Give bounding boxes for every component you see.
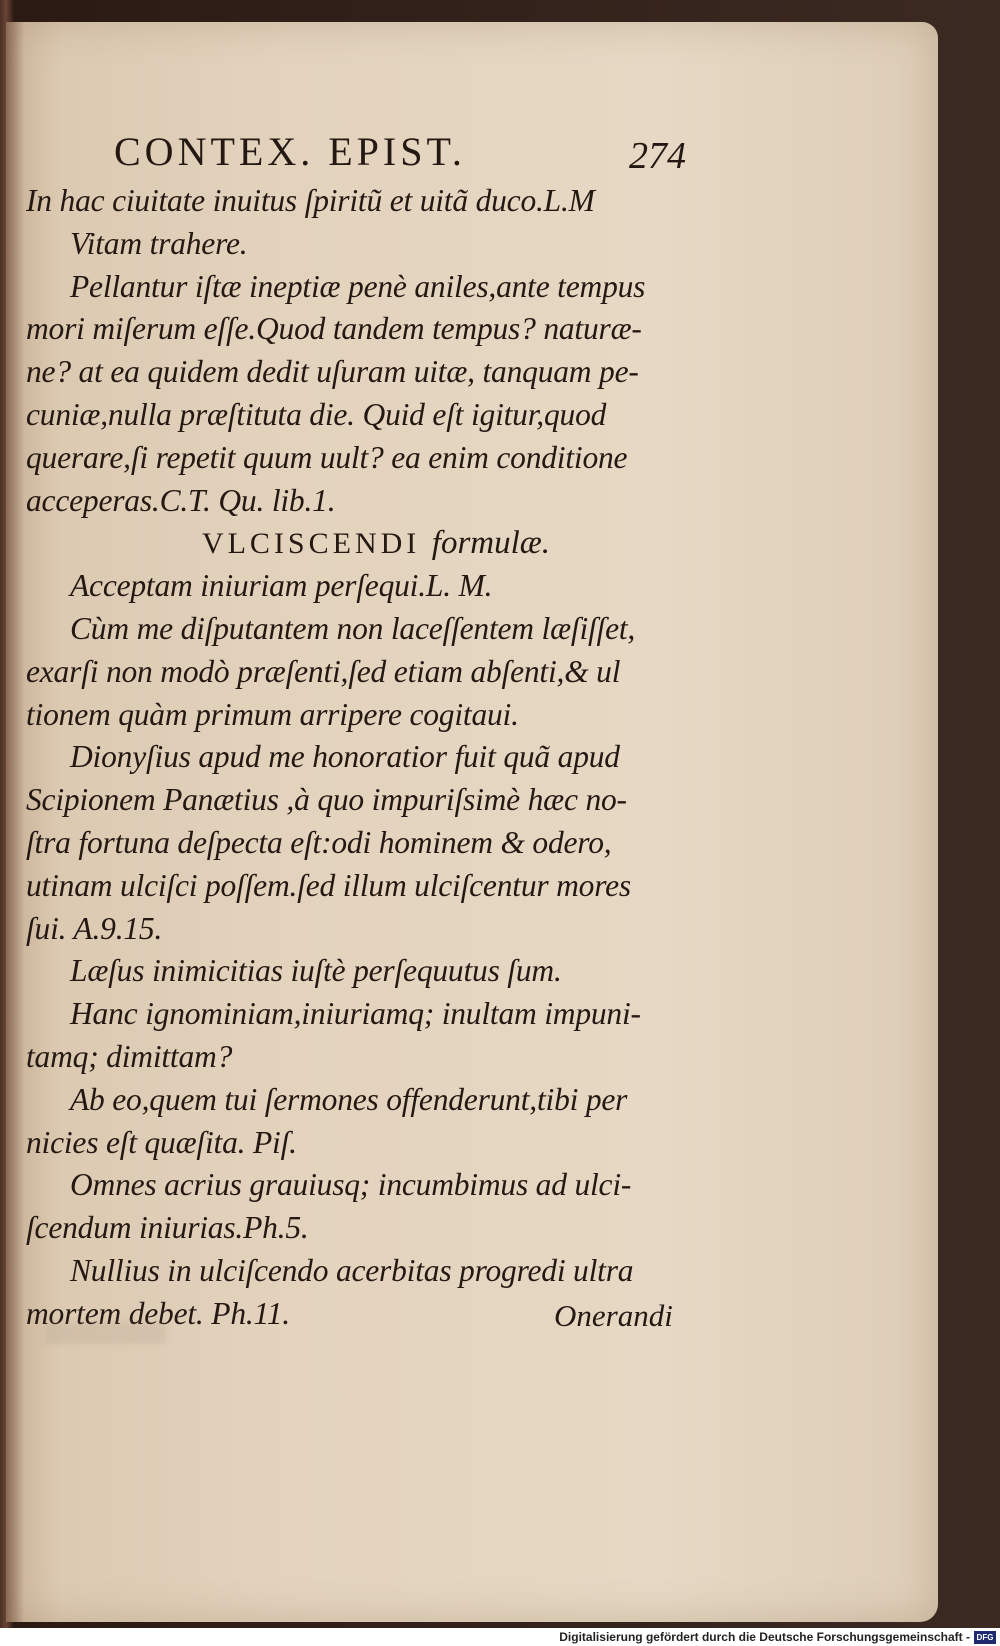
text-line: Dionyſius apud me honoratior fuit quã apud [70,739,620,775]
text-line: cuniæ,nulla præſtituta die. Quid eſt igitur,quod [26,396,607,432]
text-line: tamq; dimittam? [26,1038,233,1074]
body-text [26,180,726,1336]
page-gutter-shadow [6,22,24,1622]
text-line: ſcendum iniurias.Ph.5. [26,1210,309,1246]
text-line: mortem debet. Ph.11. [26,1295,290,1331]
text-line: ne? at ea quidem dedit uſuram uitæ, tanquam pe- [26,354,639,390]
text-line: querare,ſi repetit quum uult? ea enim conditione [26,439,628,475]
running-head: CONTEX. EPIST. [114,129,466,174]
text-line: Omnes acrius grauiusq; incumbimus ad ulci- [70,1167,632,1203]
page-number: 274 [629,135,686,177]
text-line: Ab eo,quem tui ſermones offenderunt,tibi per [70,1081,628,1117]
funding-credit: Digitalisierung gefördert durch die Deutsche Forschungsgemeinschaft - [559,1630,970,1644]
catchword: Onerandi [554,1298,673,1333]
text-line: Pellantur iſtæ ineptiæ penè aniles,ante tempus [70,268,646,304]
text-line: Nullius in ulciſcendo acerbitas progredi ultra [70,1252,634,1288]
page-header [106,104,686,177]
text-line: utinam ulciſci poſſem.ſed illum ulciſcentur mores [26,867,631,903]
text-line: ſui. A.9.15. [26,910,163,946]
text-line: acceperas.C.T. Qu. lib.1. [26,482,336,518]
text-line: Hanc ignominiam,iniuriamq; inultam impuni- [70,996,641,1032]
text-line: Acceptam iniuriam perſequi.L. M. [70,568,493,604]
text-line: mori miſerum eſſe.Quod tandem tempus? naturæ- [26,311,642,347]
text-line: Cùm me diſputantem non laceſſentem læſiſſet, [70,610,636,646]
section-heading-italic: formulæ. [431,525,551,562]
text-line: Vitam trahere. [70,225,248,261]
text-line: Scipionem Panætius ,à quo impuriſsimè hæc no- [26,782,627,818]
text-line: tionem quàm primum arripere cogitaui. [26,696,519,732]
section-heading-caps: VLCISCENDI [201,527,421,561]
text-line: ſtra fortuna deſpecta eſt:odi hominem & odero, [26,824,612,860]
text-line: nicies eſt quæſita. Piſ. [26,1124,297,1160]
text-line: exarſi non modò præſenti,ſed etiam abſenti,& ul [26,653,621,689]
book-page [6,22,938,1622]
dfg-logo: DFG [974,1631,996,1644]
show-through-mark [46,1322,166,1344]
section-heading [26,522,726,565]
text-line: Læſus inimicitias iuſtè perſequutus ſum. [70,953,562,989]
text-line: In hac ciuitate inuitus ſpiritũ et uitã duco.L.M [26,183,595,218]
